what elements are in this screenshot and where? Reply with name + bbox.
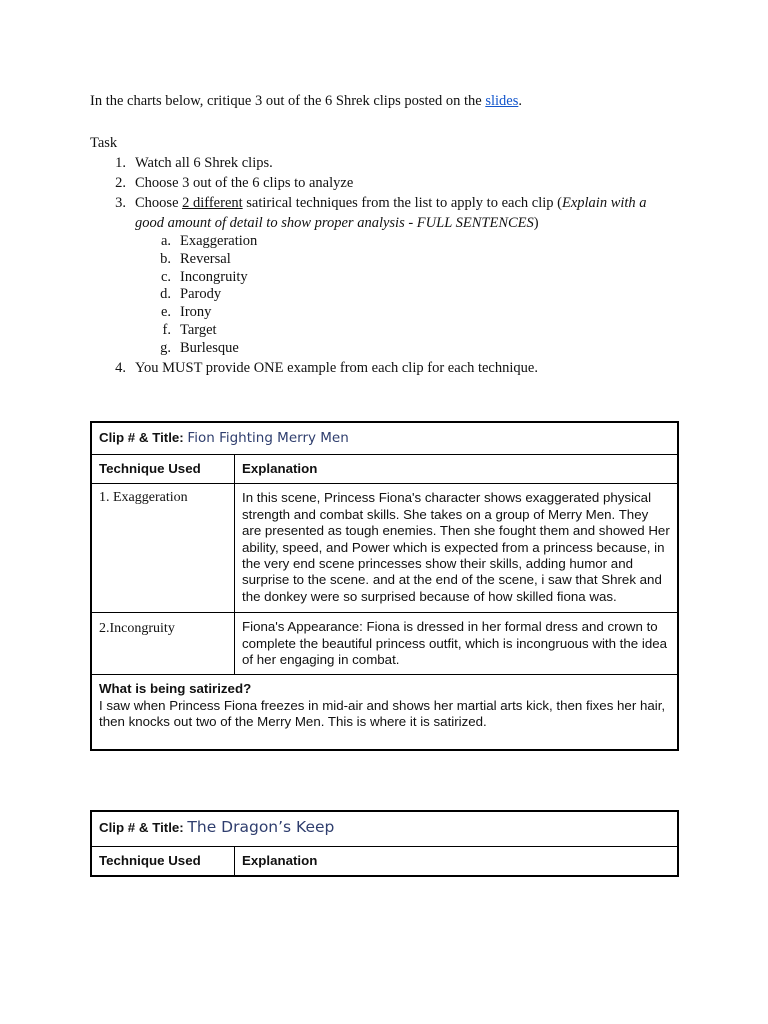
technique-letter: b. bbox=[160, 250, 171, 267]
task-item bbox=[90, 173, 690, 193]
technique-list bbox=[135, 233, 690, 358]
task-item-number: 2. bbox=[115, 175, 126, 191]
task-item-text-mid: satirical techniques from the list to apply to each clip ( bbox=[242, 195, 562, 211]
technique-letter: a. bbox=[160, 233, 171, 249]
technique-item bbox=[135, 233, 690, 251]
col-header-explanation: Explanation bbox=[235, 847, 679, 877]
task-list bbox=[90, 153, 690, 378]
clip-table-1 bbox=[90, 421, 679, 751]
technique-letter: d. bbox=[160, 286, 171, 303]
explanation-cell[interactable]: In this scene, Princess Fiona's character shows exaggerated physical strength and combat skills. She takes on a group of Merry Men. They are presented as tough enemies. Then she fought them and showed Her ability, speed, and Power which is expected from a princess because, in the very end scene princesses show their skills, adding humor and surprise to the scene. and at the end of the scene, i saw that Shrek and the donkey were so surprised because of how skilled fiona was. bbox=[235, 484, 679, 613]
task-item-number: 1. bbox=[115, 155, 126, 171]
technique-name: Burlesque bbox=[180, 339, 239, 356]
technique-item bbox=[135, 251, 690, 269]
technique-sublist-wrapper bbox=[135, 233, 690, 358]
col-header-explanation: Explanation bbox=[235, 455, 679, 484]
intro-paragraph bbox=[90, 93, 522, 110]
task-item-text: You MUST provide ONE example from each clip for each technique. bbox=[135, 359, 538, 376]
clip-title-value: The Dragon’s Keep bbox=[187, 818, 335, 836]
technique-name: Exaggeration bbox=[180, 233, 258, 249]
col-header-technique: Technique Used bbox=[91, 847, 235, 877]
technique-name: Reversal bbox=[180, 250, 231, 267]
satirized-label: What is being satirized? bbox=[99, 681, 252, 697]
clip-title-cell[interactable] bbox=[91, 422, 678, 455]
clip-table-2 bbox=[90, 810, 679, 877]
slides-link[interactable]: slides bbox=[485, 93, 519, 109]
technique-item bbox=[135, 322, 690, 340]
task-item-number: 3. bbox=[115, 195, 126, 211]
task-item-italic: Explain with a good amount of detail to show proper analysis - FULL SENTENCES bbox=[135, 195, 647, 231]
satirized-text: I saw when Princess Fiona freezes in mid-air and shows her martial arts kick, then fixes her hair, then knocks out two of the Merry Men. This is where it is satirized. bbox=[99, 697, 666, 730]
technique-letter: f. bbox=[162, 321, 171, 338]
technique-name: Irony bbox=[180, 304, 212, 321]
technique-cell[interactable]: 2.Incongruity bbox=[91, 613, 235, 675]
task-item-text: Choose 3 out of the 6 clips to analyze bbox=[135, 175, 354, 191]
technique-name: Incongruity bbox=[180, 268, 248, 285]
technique-letter: e. bbox=[160, 304, 171, 321]
technique-name: Parody bbox=[180, 286, 222, 303]
intro-text: In the charts below, critique 3 out of the 6 Shrek clips posted on the bbox=[90, 93, 486, 109]
clip-title-cell[interactable] bbox=[91, 811, 678, 847]
technique-letter: c. bbox=[160, 268, 171, 285]
task-item-text-post: ) bbox=[533, 215, 539, 231]
clip-title-value: Fion Fighting Merry Men bbox=[187, 430, 349, 446]
col-header-technique: Technique Used bbox=[91, 455, 235, 484]
task-item bbox=[90, 358, 690, 378]
task-item-text-pre: Choose bbox=[135, 195, 183, 211]
technique-item bbox=[135, 286, 690, 304]
technique-letter: g. bbox=[160, 339, 171, 356]
technique-name: Target bbox=[180, 321, 217, 338]
task-item bbox=[90, 153, 690, 173]
technique-item bbox=[135, 269, 690, 287]
technique-item bbox=[135, 340, 690, 358]
clip-title-label: Clip # & Title: bbox=[99, 820, 184, 835]
task-item bbox=[90, 193, 690, 233]
explanation-cell[interactable]: Fiona's Appearance: Fiona is dressed in her formal dress and crown to complete the beautiful princess outfit, which is incongruous with the idea of her engaging in combat. bbox=[235, 613, 679, 675]
task-item-number: 4. bbox=[115, 359, 126, 376]
task-item-underlined: 2 different bbox=[182, 195, 243, 211]
technique-cell[interactable]: 1. Exaggeration bbox=[91, 484, 235, 613]
task-section bbox=[90, 133, 690, 378]
technique-item bbox=[135, 304, 690, 322]
clip-title-label: Clip # & Title: bbox=[99, 430, 184, 445]
task-item-text bbox=[135, 193, 671, 233]
satirized-cell[interactable] bbox=[91, 675, 678, 751]
intro-period: . bbox=[518, 93, 522, 109]
task-heading: Task bbox=[90, 135, 118, 151]
task-item-text: Watch all 6 Shrek clips. bbox=[135, 155, 273, 171]
